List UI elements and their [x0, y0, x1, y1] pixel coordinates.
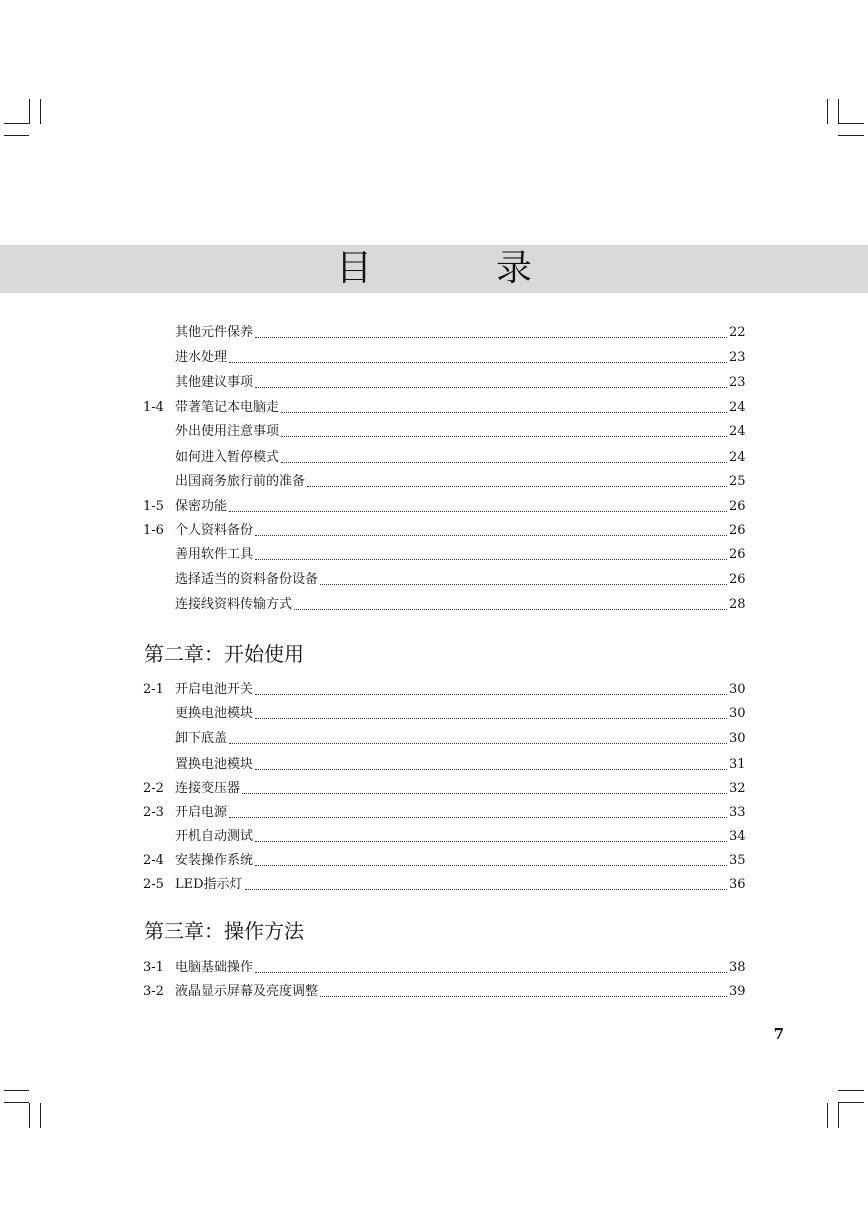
crop-mark-bottom-right-h1: [838, 1090, 864, 1091]
dot-leader: [242, 792, 727, 794]
toc-entry[interactable]: [143, 873, 745, 897]
page-number: 32: [729, 781, 746, 796]
page-number: 31: [729, 757, 746, 772]
toc-entry[interactable]: [143, 678, 745, 702]
entry-title: 卸下底盖: [175, 731, 228, 746]
toc-entry[interactable]: [143, 801, 745, 825]
crop-mark-top-right-h2: [838, 135, 864, 136]
page-number: 38: [729, 960, 746, 975]
crop-mark-bottom-right-v1: [827, 1103, 828, 1128]
entry-title: 如何进入暂停模式: [175, 450, 280, 465]
crop-mark-top-left-h2: [4, 135, 29, 136]
page-number: 26: [729, 499, 746, 514]
dot-leader: [229, 742, 727, 744]
dot-leader: [229, 816, 727, 818]
section-number: 2-5: [143, 877, 164, 892]
toc-entry[interactable]: [143, 727, 745, 751]
toc-entry[interactable]: [143, 446, 745, 470]
page-number: 26: [729, 572, 746, 587]
crop-mark-bottom-right-v2: [838, 1103, 839, 1128]
page-number: 33: [729, 805, 746, 820]
crop-mark-bottom-left-v2: [40, 1103, 41, 1128]
entry-title: 带著笔记本电脑走: [175, 400, 280, 415]
entry-title: LED指示灯: [175, 877, 243, 892]
entry-title: 更换电池模块: [175, 706, 254, 721]
entry-title: 出国商务旅行前的准备: [175, 474, 306, 489]
section-number: 3-1: [143, 960, 164, 975]
chapter-heading: 第二章：开始使用: [144, 642, 304, 666]
page-number: 25: [729, 474, 746, 489]
dot-leader: [255, 768, 727, 770]
page-number: 28: [729, 597, 746, 612]
crop-mark-bottom-left-h2: [4, 1102, 29, 1103]
toc-entry[interactable]: [143, 396, 745, 420]
section-number: 1-6: [143, 523, 164, 538]
toc-entry[interactable]: [143, 519, 745, 543]
entry-title: 开机自动测试: [175, 829, 254, 844]
page-number: 30: [729, 731, 746, 746]
entry-title: 个人资料备份: [175, 523, 254, 538]
page-number: 24: [729, 400, 746, 415]
entry-title: 连接线资料传输方式: [175, 597, 293, 612]
toc-entry[interactable]: [143, 777, 745, 801]
toc-entry[interactable]: [143, 825, 745, 849]
entry-title: 置换电池模块: [175, 757, 254, 772]
page-number: 23: [729, 350, 746, 365]
dot-leader: [255, 693, 727, 695]
section-number: 1-5: [143, 499, 164, 514]
page-number: 35: [729, 853, 746, 868]
entry-title: 选择适当的资料备份设备: [175, 572, 319, 587]
dot-leader: [255, 558, 727, 560]
toc-entry[interactable]: [143, 593, 745, 617]
entry-title: 液晶显示屏幕及亮度调整: [175, 984, 319, 999]
section-number: 2-1: [143, 682, 164, 697]
crop-mark-top-right-h1: [838, 123, 864, 124]
dot-leader: [281, 461, 727, 463]
crop-mark-top-left-h1: [4, 123, 29, 124]
dot-leader: [281, 411, 727, 413]
section-number: 1-4: [143, 400, 164, 415]
dot-leader: [281, 435, 727, 437]
page-number: 24: [729, 424, 746, 439]
page-number: 26: [729, 523, 746, 538]
dot-leader: [294, 608, 727, 610]
page-number: 39: [729, 984, 746, 999]
entry-title: 进水处理: [175, 350, 228, 365]
toc-entry[interactable]: [143, 495, 745, 519]
entry-title: 开启电池开关: [175, 682, 254, 697]
entry-title: 保密功能: [175, 499, 228, 514]
dot-leader: [255, 386, 727, 388]
entry-title: 开启电源: [175, 805, 228, 820]
toc-entry[interactable]: [143, 470, 745, 494]
dot-leader: [255, 336, 727, 338]
dot-leader: [255, 717, 727, 719]
toc-entry[interactable]: [143, 543, 745, 567]
page-number: 34: [729, 829, 746, 844]
page-number: 26: [729, 547, 746, 562]
crop-mark-bottom-right-h2: [838, 1102, 864, 1103]
page-number: 24: [729, 450, 746, 465]
toc-entry[interactable]: [143, 702, 745, 726]
crop-mark-bottom-left-h1: [4, 1090, 29, 1091]
section-number: 3-2: [143, 984, 164, 999]
dot-leader: [255, 534, 727, 536]
toc-entry[interactable]: [143, 980, 745, 1004]
page-number: 30: [729, 682, 746, 697]
toc-entry[interactable]: [143, 371, 745, 395]
toc-entry[interactable]: [143, 568, 745, 592]
dot-leader: [320, 583, 727, 585]
toc-entry[interactable]: [143, 346, 745, 370]
toc-entry[interactable]: [143, 420, 745, 444]
section-number: 2-4: [143, 853, 164, 868]
toc-entry[interactable]: [143, 849, 745, 873]
page-number: 23: [729, 375, 746, 390]
dot-leader: [229, 361, 727, 363]
entry-title: 外出使用注意事项: [175, 424, 280, 439]
section-number: 2-2: [143, 781, 164, 796]
dot-leader: [255, 971, 727, 973]
crop-mark-top-right-v2: [838, 99, 839, 124]
crop-mark-bottom-left-v1: [29, 1103, 30, 1128]
dot-leader: [320, 995, 727, 997]
entry-title: 其他元件保养: [175, 325, 254, 340]
chapter-heading: 第三章：操作方法: [144, 919, 304, 943]
toc-entry[interactable]: [143, 753, 745, 777]
dot-leader: [255, 840, 727, 842]
page-folio: 7: [773, 1025, 784, 1043]
dot-leader: [255, 864, 727, 866]
page-number: 36: [729, 877, 746, 892]
page-number: 30: [729, 706, 746, 721]
entry-title: 连接变压器: [175, 781, 241, 796]
toc-entry[interactable]: [143, 321, 745, 345]
crop-mark-top-right-v1: [827, 99, 828, 124]
entry-title: 善用软件工具: [175, 547, 254, 562]
entry-title: 电脑基础操作: [175, 960, 254, 975]
dot-leader: [307, 485, 727, 487]
section-number: 2-3: [143, 805, 164, 820]
dot-leader: [245, 888, 727, 890]
entry-title: 其他建议事项: [175, 375, 254, 390]
crop-mark-top-left-v1: [29, 99, 30, 124]
page-number: 22: [729, 325, 746, 340]
toc-entry[interactable]: [143, 956, 745, 980]
entry-title: 安装操作系统: [175, 853, 254, 868]
page-title: 目 录: [335, 248, 576, 289]
dot-leader: [229, 510, 727, 512]
crop-mark-top-left-v2: [40, 99, 41, 124]
